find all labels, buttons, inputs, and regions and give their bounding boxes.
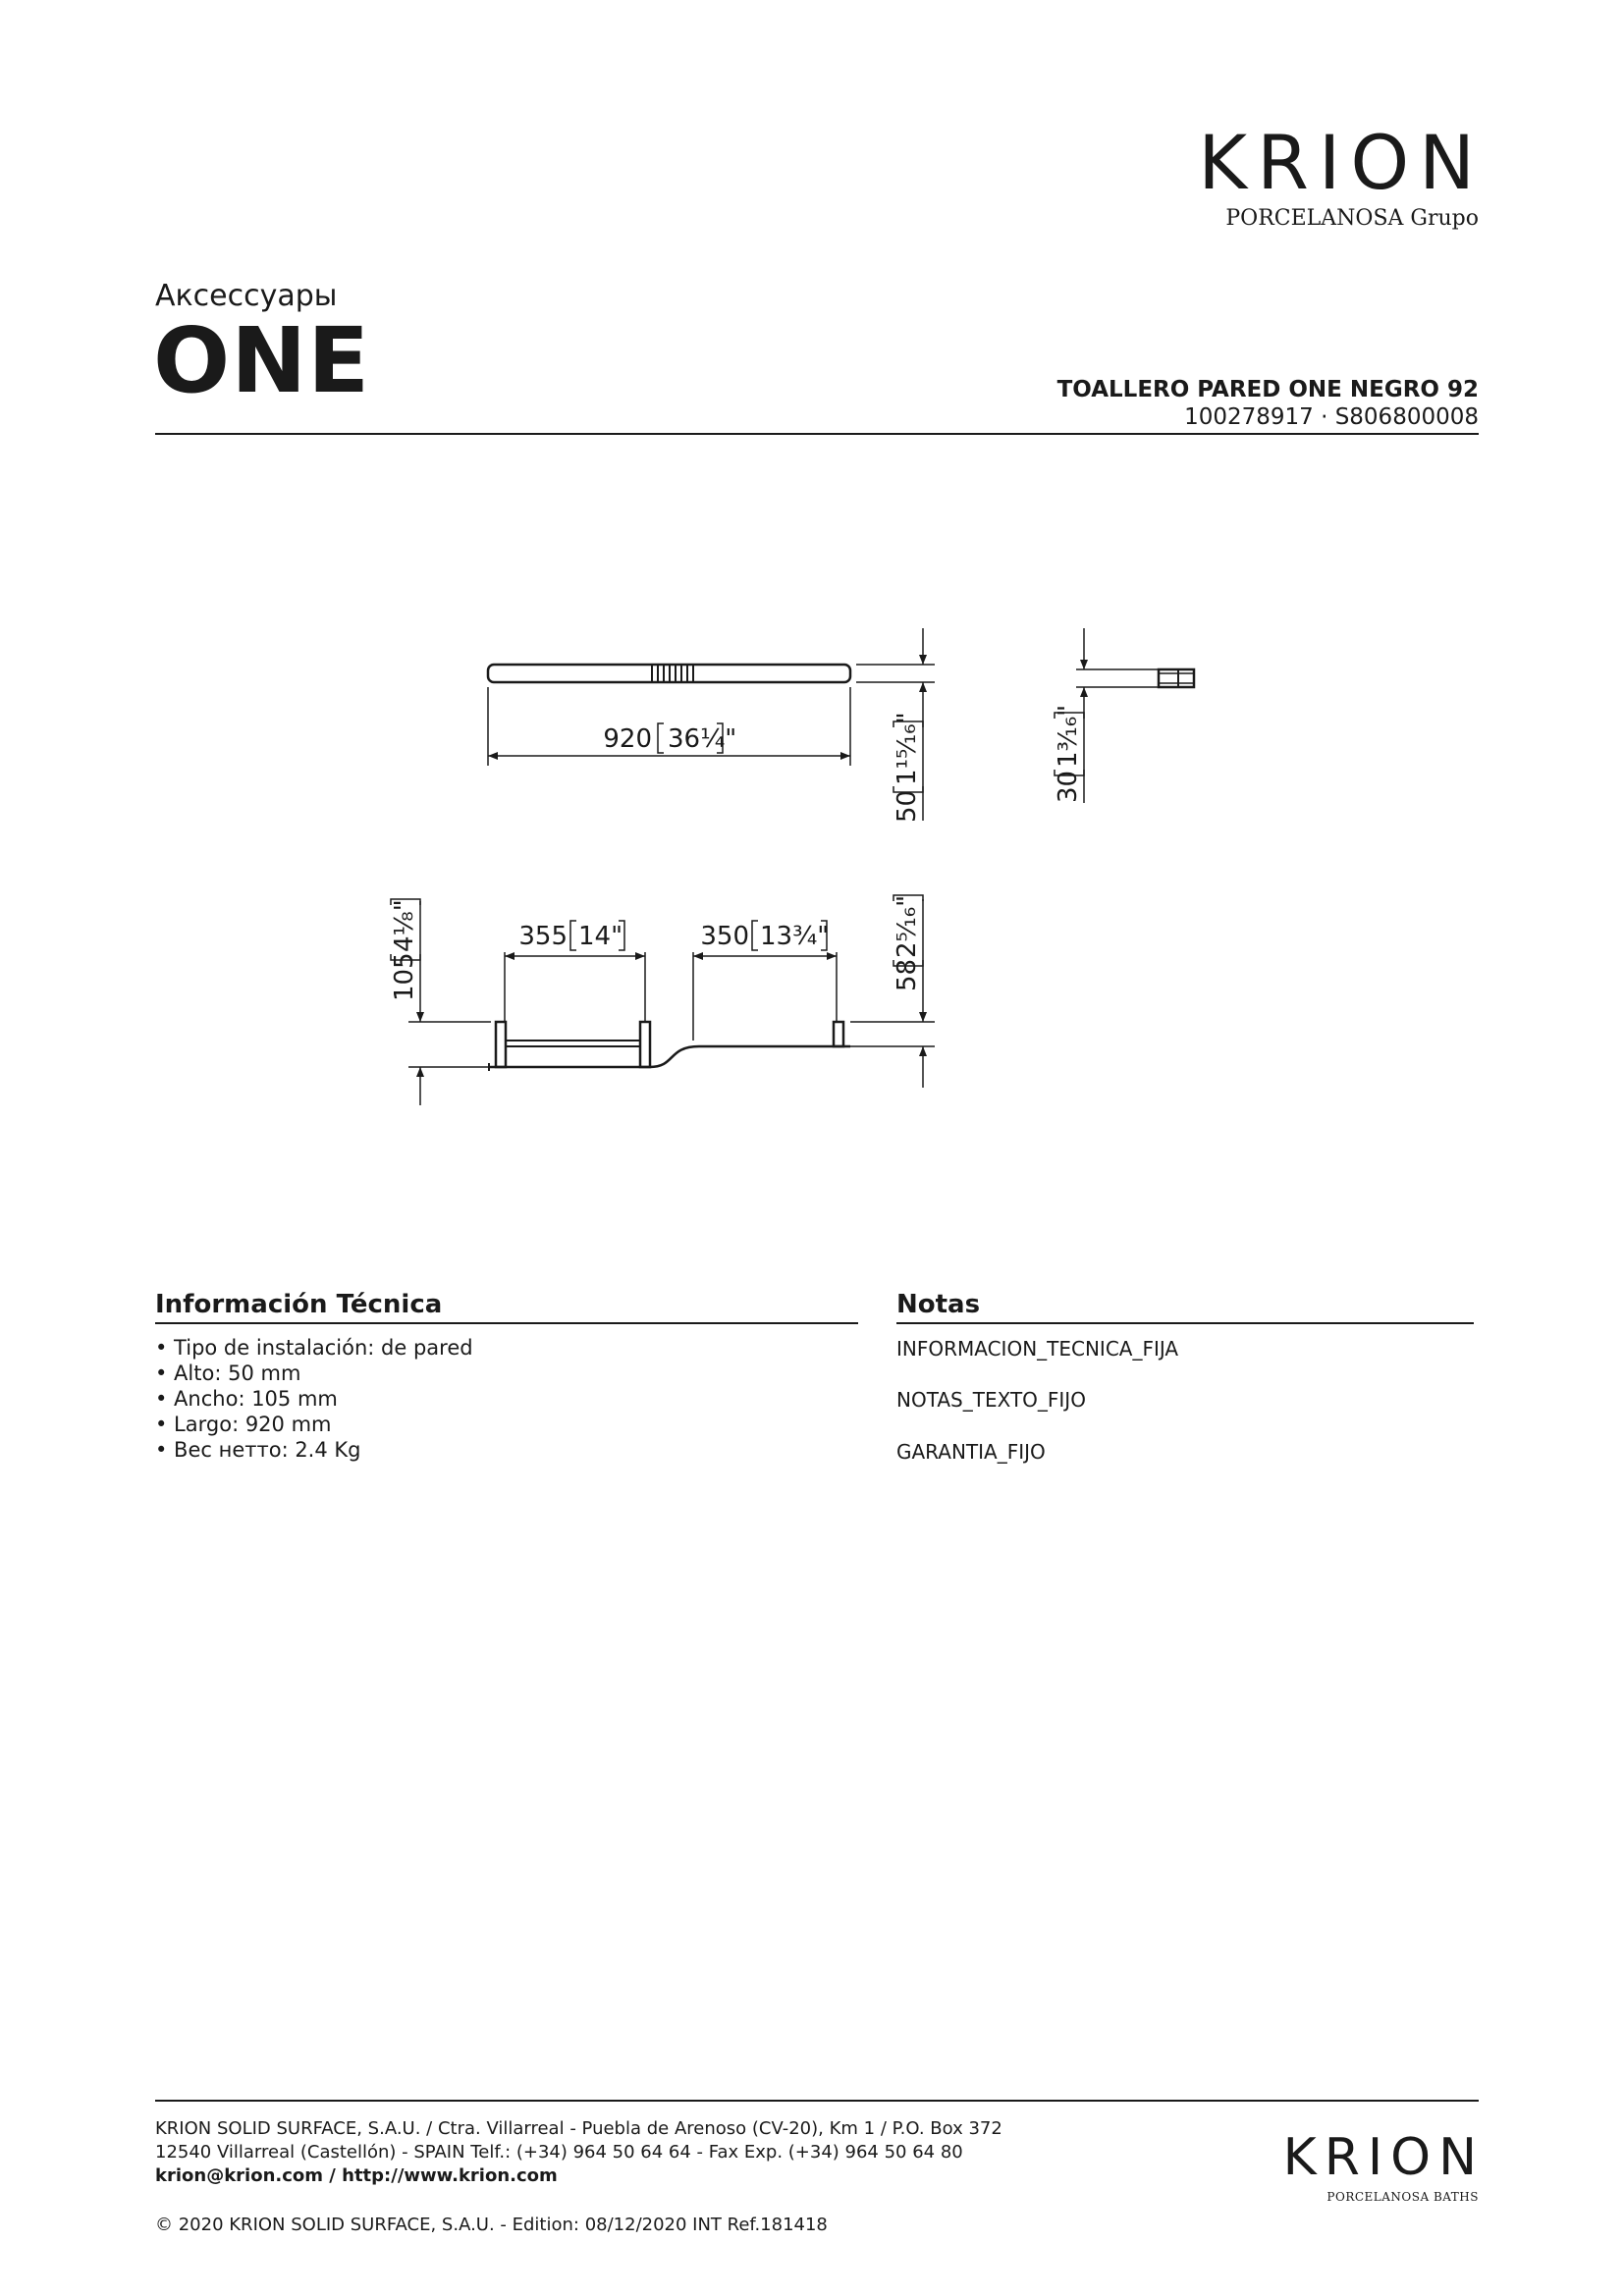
front-view (391, 895, 935, 1105)
brand-logo (1198, 119, 1485, 234)
spec-net-weight: • Вес нетто: 2.4 Kg (155, 1438, 361, 1462)
footer-address-line-1: KRION SOLID SURFACE, S.A.U. / Ctra. Villarreal - Puebla de Arenoso (CV-20), Km 1 / P.O. Box 372 (155, 2118, 1002, 2139)
dim-50-inch-label: 1¹⁵⁄₁₆" (893, 712, 922, 785)
dim-58-label: 58 (893, 958, 922, 991)
tech-spec-list (155, 1335, 473, 1463)
dim-920-inch-label: 36¼" (668, 724, 737, 754)
header-divider (155, 433, 1479, 435)
dim-50-label: 50 (893, 789, 922, 823)
product-code: 100278917 · S806800008 (1184, 404, 1479, 430)
dim-58-inch-label: 2⁵⁄₁₆" (893, 894, 922, 958)
product-name: TOALLERO PARED ONE NEGRO 92 (1056, 377, 1479, 402)
dim-350-label: 350 (700, 922, 749, 951)
notes-title: Notas (896, 1290, 981, 1319)
dim-30-label: 30 (1054, 770, 1083, 803)
dim-350-inch-label: 13¾" (760, 922, 830, 951)
notes-line-3: GARANTIA_FIJO (896, 1440, 1046, 1464)
spec-width: • Ancho: 105 mm (155, 1387, 338, 1411)
spec-length: • Largo: 920 mm (155, 1413, 332, 1436)
spec-installation: • Tipo de instalación: de pared (155, 1336, 473, 1360)
notes-line-1: INFORMACION_TECNICA_FIJA (896, 1337, 1179, 1361)
footer-contact (155, 2164, 558, 2188)
category-label: Аксессуары (155, 279, 338, 313)
technical-drawing (0, 589, 1624, 1139)
dim-355-label: 355 (518, 922, 568, 951)
dim-355-inch-label: 14" (578, 922, 623, 951)
brand-logo-wordmark: KRION (1198, 119, 1485, 206)
footer-logo-subtitle: PORCELANOSA BATHS (1326, 2190, 1479, 2204)
tech-info-title: Información Técnica (155, 1290, 443, 1319)
brand-logo-subtitle: PORCELANOSA Grupo (1225, 206, 1479, 231)
footer-logo (1282, 2128, 1485, 2211)
spec-height: • Alto: 50 mm (155, 1362, 301, 1385)
footer-logo-wordmark: KRION (1282, 2128, 1485, 2187)
notes-line-2: NOTAS_TEXTO_FIJO (896, 1388, 1086, 1412)
footer-copyright: © 2020 KRION SOLID SURFACE, S.A.U. - Edition: 08/12/2020 INT Ref.181418 (155, 2215, 828, 2235)
dim-30-inch-label: 1³⁄₁₆" (1054, 704, 1083, 768)
page-title: ONE (153, 308, 371, 413)
footer-address-line-2: 12540 Villarreal (Castellón) - SPAIN Telf.: (+34) 964 50 64 64 - Fax Exp. (+34) 964 50 64 80 (155, 2142, 963, 2163)
dim-105-label: 105 (390, 952, 419, 1001)
notes-divider (896, 1322, 1474, 1324)
dim-920-label: 920 (603, 724, 652, 754)
footer-divider (155, 2100, 1479, 2102)
tech-info-divider (155, 1322, 858, 1324)
dim-105-inch-label: 4⅛" (390, 899, 419, 952)
footer-contact-link[interactable]: krion@krion.com / http://www.krion.com (155, 2165, 558, 2186)
